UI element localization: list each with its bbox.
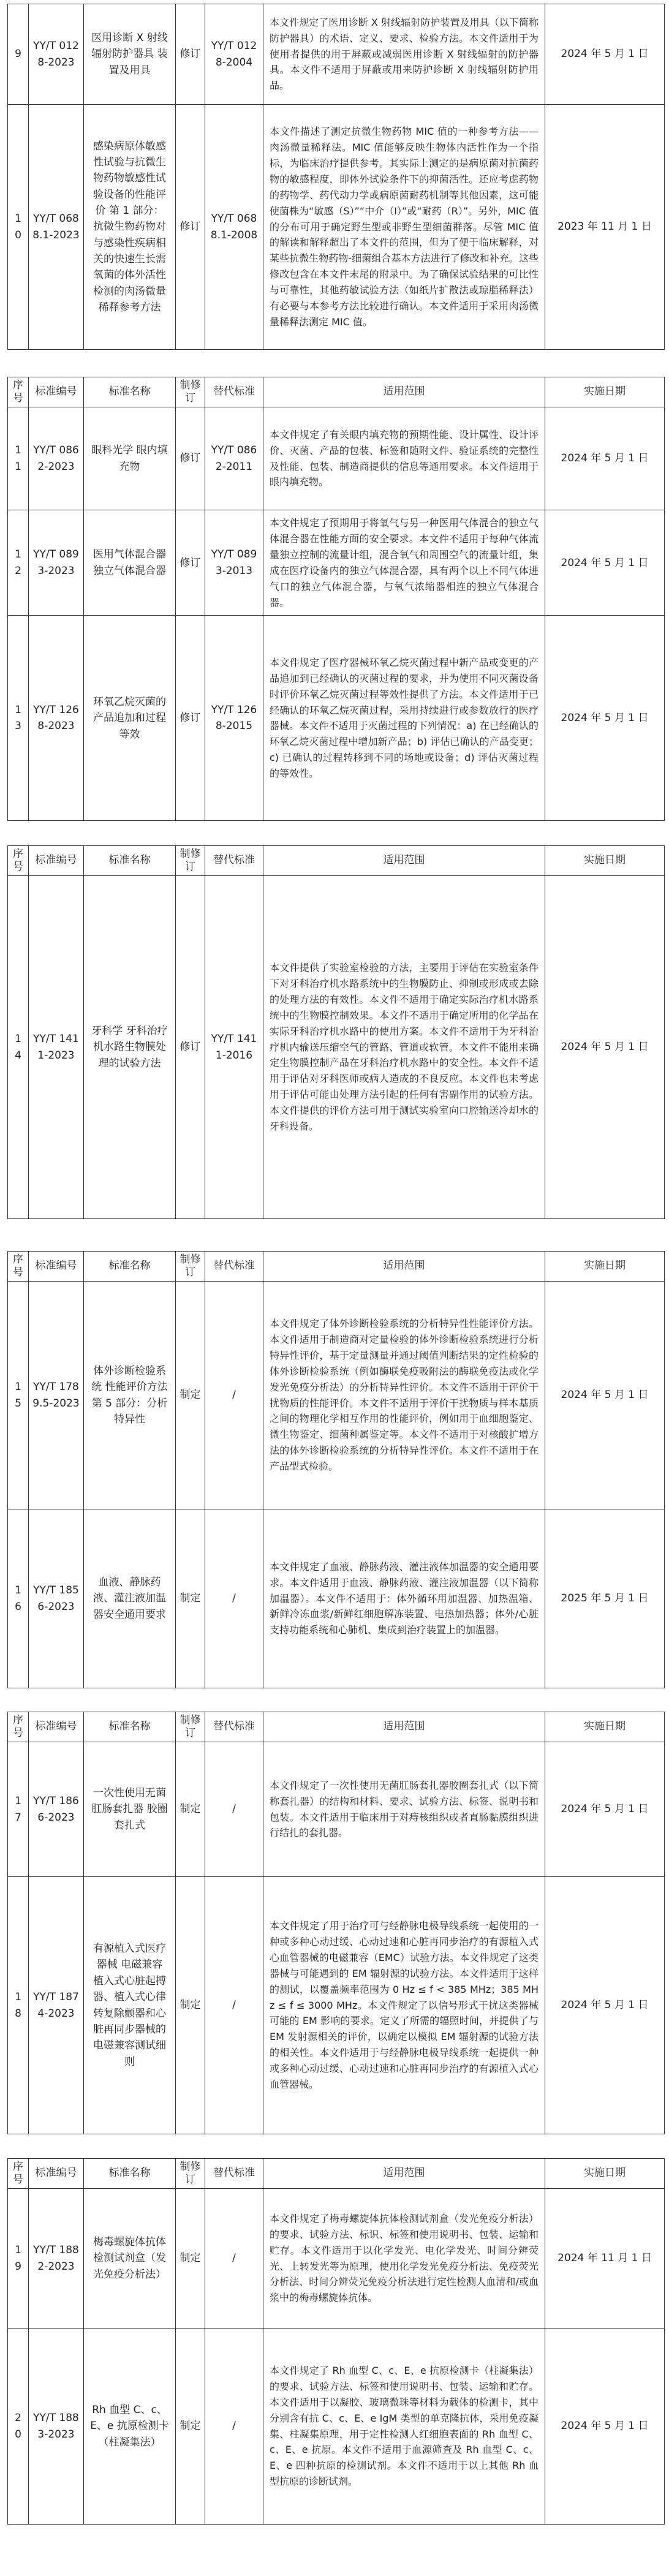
table-header-row <box>8 1712 665 1742</box>
replaced-standard: YY/T 0893-2013 <box>205 510 263 616</box>
row-number: 10 <box>8 105 29 350</box>
revision-type: 制定 <box>176 1282 205 1509</box>
header-no: 序号 <box>8 1252 29 1282</box>
table-row <box>8 4 665 105</box>
header-date: 实施日期 <box>545 846 665 876</box>
table-row <box>8 105 665 350</box>
replaced-standard: / <box>205 2329 263 2525</box>
row-number: 12 <box>8 510 29 616</box>
effective-date: 2024 年 5 月 1 日 <box>545 616 665 821</box>
scope-text: 本文件规定了血液、静脉药液、灌注液体加温器的安全通用要求。本文件适用于血液、静脉药液、灌注液加温器（以下简称加温器）。本文件不适用于：体外循环用加温器、加热温箱、新鲜冷冻血浆/新鲜红细胞解冻装置、电热加热器；体外/心脏支持功能系统和心肺机、集成到治疗装置上的加温器。 <box>263 1509 545 1688</box>
header-name: 标准名称 <box>84 2159 176 2189</box>
revision-type: 修订 <box>176 876 205 1219</box>
replaced-standard: / <box>205 1509 263 1688</box>
header-no: 序号 <box>8 2159 29 2189</box>
effective-date: 2024 年 5 月 1 日 <box>545 2329 665 2525</box>
header-replaced: 替代标准 <box>205 1252 263 1282</box>
row-number: 20 <box>8 2329 29 2525</box>
header-scope: 适用范围 <box>263 377 545 407</box>
scope-text: 本文件描述了测定抗微生物药物 MIC 值的一种参考方法——肉汤微量稀释法。MIC 值能够反映生物体内活性作为一个指标，为临床治疗提供参考。其实际上测定的是病原菌对抗菌药物的敏感程度，即体外试验条件下的抑菌活性。还应考虑药物的药物学、药代动力学或病原菌耐药机制等其他因素，这可能使菌株为“敏感（S）”“中介（I）”或“耐药（R）”。另外，MIC 值的分布可用于确定野生型或非野生型细菌群落。尽管 MIC 值的解读和解释超出了本文件的范围，但为了便于临床解释，对某些抗微生物药物-细菌组合基本方法进行了修改和补充。这些修改包含在本文件末尾的附录中。为了确保试验结果的可比性与可靠性，其他药敏试验方法（如纸片扩散法或琼脂稀释法）有必要与本参考方法比较进行确认。本文件适用于采用肉汤微量稀释法测定 MIC 值。 <box>263 105 545 350</box>
standard-name: 医用气体混合器 独立气体混合器 <box>84 510 176 616</box>
replaced-standard: / <box>205 1282 263 1509</box>
header-revision: 制修订 <box>176 1252 205 1282</box>
header-revision: 制修订 <box>176 377 205 407</box>
row-number: 17 <box>8 1742 29 1877</box>
scope-text: 本文件规定了 Rh 血型 C、c、E、e 抗原检测卡（柱凝集法）的要求、试验方法、标签和使用说明书、包装、运输和贮存。本文件适用于以凝胶、玻璃微珠等材料为载体的检测卡，其中分别含有抗 C、c、E、e IgM 类型的单克隆抗体，采用免疫凝集、柱凝集原理，用于定性检测人红细胞表面的 Rh 血型 C、c、E、e 抗原。本文件不适用于血源筛查及 Rh 血型 C、c、E、e 四种抗原的检测试剂。本文件不适用于以上其他 Rh 血型抗原的诊断试剂。 <box>263 2329 545 2525</box>
standard-name: 血液、静脉药液、灌注液加温器安全通用要求 <box>84 1509 176 1688</box>
scope-text: 本文件规定了有关眼内填充物的预期性能、设计属性、设计评价、灭菌、产品的包装、标签和随附文件、验证系统的完整性及性能、包装、制造商提供的信息等通用要求。本文件适用于眼内填充物。 <box>263 407 545 510</box>
row-number: 9 <box>8 4 29 105</box>
revision-type: 修订 <box>176 105 205 350</box>
standard-code: YY/T 1874-2023 <box>29 1877 84 2134</box>
effective-date: 2024 年 5 月 1 日 <box>545 407 665 510</box>
header-date: 实施日期 <box>545 2159 665 2189</box>
standard-code: YY/T 0862-2023 <box>29 407 84 510</box>
header-replaced: 替代标准 <box>205 2159 263 2189</box>
effective-date: 2024 年 5 月 1 日 <box>545 4 665 105</box>
header-name: 标准名称 <box>84 1712 176 1742</box>
header-scope: 适用范围 <box>263 846 545 876</box>
row-number: 13 <box>8 616 29 821</box>
effective-date: 2024 年 5 月 1 日 <box>545 1282 665 1509</box>
standard-name: Rh 血型 C、c、E、e 抗原检测卡（柱凝集法） <box>84 2329 176 2525</box>
row-number: 19 <box>8 2189 29 2329</box>
standard-name: 体外诊断检验系统 性能评价方法 第 5 部分：分析特异性 <box>84 1282 176 1509</box>
scope-text: 本文件提供了实验室检验的方法，主要用于评估在实验室条件下对牙科治疗机水路系统中的生物膜防止、抑制或形成或去除的处理方法的有效性。本文件不适用于确定实际治疗机水路系统中的生物膜控制效果。本文件不适用于确定所用的化学品在实际牙科治疗机水路中的使用方案。本文件不适用于为牙科治疗机内输送压缩空气的管路、管道或软管。本文件不能用来确定生物膜控制产品在牙科治疗机水路中的安全性。本文件不适用于评估对牙科医师或病人造成的不良反应。本文件也未考虑用于评估可能由处理方法引起的任何有害副作用的试验方法。本文件提供的评价方法可用于测试实验室向口腔输送冷却水的牙科设备。 <box>263 876 545 1219</box>
table-row <box>8 2329 665 2525</box>
standard-code: YY/T 0128-2023 <box>29 4 84 105</box>
revision-type: 制定 <box>176 1877 205 2134</box>
standard-name: 梅毒螺旋体抗体检测试剂盒（发光免疫分析法） <box>84 2189 176 2329</box>
table-row <box>8 1877 665 2134</box>
scope-text: 本文件规定了一次性使用无菌肛肠套扎器胶圈套扎式（以下简称套扎器）的结构和材料、要求、试验方法、标签、说明书和包装。本文件适用于临床用于对痔核组织或者直肠黏膜组织进行结扎的套扎器。 <box>263 1742 545 1877</box>
table-header-row <box>8 2159 665 2189</box>
standard-code: YY/T 1856-2023 <box>29 1509 84 1688</box>
replaced-standard: / <box>205 1877 263 2134</box>
standard-name: 牙科学 牙科治疗机水路生物膜处理的试验方法 <box>84 876 176 1219</box>
table-header-row <box>8 1252 665 1282</box>
header-no: 序号 <box>8 1712 29 1742</box>
standards-table-1 <box>7 4 665 350</box>
effective-date: 2024 年 5 月 1 日 <box>545 876 665 1219</box>
table-row <box>8 876 665 1219</box>
header-replaced: 替代标准 <box>205 846 263 876</box>
effective-date: 2024 年 5 月 1 日 <box>545 510 665 616</box>
standards-table-4 <box>7 1251 665 1688</box>
revision-type: 制定 <box>176 2189 205 2329</box>
header-no: 序号 <box>8 846 29 876</box>
header-scope: 适用范围 <box>263 1712 545 1742</box>
replaced-standard: YY/T 1411-2016 <box>205 876 263 1219</box>
revision-type: 修订 <box>176 407 205 510</box>
header-date: 实施日期 <box>545 1252 665 1282</box>
standards-table-3 <box>7 845 665 1219</box>
header-scope: 适用范围 <box>263 1252 545 1282</box>
table-row <box>8 510 665 616</box>
header-code: 标准编号 <box>29 377 84 407</box>
standard-name: 医用诊断 X 射线辐射防护器具 装置及用具 <box>84 4 176 105</box>
revision-type: 修订 <box>176 616 205 821</box>
header-no: 序号 <box>8 377 29 407</box>
table-row <box>8 1509 665 1688</box>
standard-name: 一次性使用无菌肛肠套扎器 胶圈套扎式 <box>84 1742 176 1877</box>
table-row <box>8 407 665 510</box>
row-number: 16 <box>8 1509 29 1688</box>
row-number: 18 <box>8 1877 29 2134</box>
header-name: 标准名称 <box>84 377 176 407</box>
header-scope: 适用范围 <box>263 2159 545 2189</box>
table-row <box>8 1742 665 1877</box>
standard-code: YY/T 1789.5-2023 <box>29 1282 84 1509</box>
scope-text: 本文件规定了预期用于将氧气与另一种医用气体混合的独立气体混合器在性能方面的安全要求。本文件不适用于每种气体流量独立控制的流量计组，混合氧气和周围空气的流量计组，集成在医疗设备内的独立气体混合器，具有两个以上不同气体进气口的独立气体混合器，与氧气浓缩器相连的独立气体混合器。 <box>263 510 545 616</box>
header-revision: 制修订 <box>176 846 205 876</box>
standard-code: YY/T 0688.1-2023 <box>29 105 84 350</box>
scope-text: 本文件规定了用于治疗可与经静脉电极导线系统一起使用的一种或多种心动过缓、心动过速和心脏再同步治疗的有源植入式心血管器械的电磁兼容（EMC）试验方法。本文件规定了这类器械与可能遇到的 EM 辐射源的试验方法。本文件适用于这样的测试，以覆盖频率范围为 0 Hz ≤ f < 385 MHz；385 MHz ≤ f ≤ 3000 MHz。本文件规定了以信号形式干扰这类器械可能的 EM 影响的要求。定义了所需的辐照时间，并提供了与 EM 发射源相关的评价，以确定以模拟 EM 辐射源的试验方法的相关性。本文件适用于与经静脉电极导线系统一起提供一种或多种心动过缓、心动过速和心脏再同步治疗的有源植入式心血管器械。 <box>263 1877 545 2134</box>
scope-text: 本文件规定了梅毒螺旋体抗体检测试剂盒（发光免疫分析法）的要求、试验方法、标识、标签和使用说明书、包装、运输和贮存。本文件适用于以化学发光、电化学发光、时间分辨荧光、上转发光等为原理，使用化学发光免疫分析法、免疫荧光分析法、时间分辨荧光免疫分析法进行定性检测人血清和/或血浆中的梅毒螺旋体抗体。 <box>263 2189 545 2329</box>
row-number: 15 <box>8 1282 29 1509</box>
revision-type: 制定 <box>176 1742 205 1877</box>
effective-date: 2023 年 11 月 1 日 <box>545 105 665 350</box>
row-number: 11 <box>8 407 29 510</box>
replaced-standard: / <box>205 1742 263 1877</box>
revision-type: 修订 <box>176 510 205 616</box>
standard-name: 感染病原体敏感性试验与抗微生物药物敏感性试验设备的性能评价 第 1 部分：抗微生物药物对与感染性疾病相关的快速生长需氧菌的体外活性检测的肉汤微量稀释参考方法 <box>84 105 176 350</box>
standard-code: YY/T 1268-2023 <box>29 616 84 821</box>
revision-type: 修订 <box>176 4 205 105</box>
revision-type: 制定 <box>176 2329 205 2525</box>
replaced-standard: YY/T 0128-2004 <box>205 4 263 105</box>
standards-table-6 <box>7 2158 665 2525</box>
header-code: 标准编号 <box>29 1712 84 1742</box>
row-number: 14 <box>8 876 29 1219</box>
scope-text: 本文件规定了医用诊断 X 射线辐射防护装置及用具（以下简称防护器具）的术语、定义、要求、检验方法。本文件适用于为使用者提供的用于屏蔽或减弱医用诊断 X 射线辐射的防护器具。本文件不适用于屏蔽或用来防护诊断 X 射线辐射防护用品。 <box>263 4 545 105</box>
header-replaced: 替代标准 <box>205 377 263 407</box>
header-revision: 制修订 <box>176 1712 205 1742</box>
header-name: 标准名称 <box>84 1252 176 1282</box>
scope-text: 本文件规定了体外诊断检验系统的分析特异性性能评价方法。本文件适用于制造商对定量检验的体外诊断检验系统进行分析特异性评价，基于定量测量并通过阈值判断结果的定性检验的体外诊断检验系统（例如酶联免疫吸附法的酶联免疫法或化学发光免疫分析法）的分析特异性评价。本文件不适用于评价干扰物质的性能评价。本文件不适用于评价干扰物质与样本基质之间的物理化学相互作用的性能评价，例如用于血细胞鉴定、微生物鉴定、细菌种属鉴定等。本文件不适用于对核酸扩增方法的体外诊断检验系统的分析特异性评价。本文件不适用于在产品型式检验。 <box>263 1282 545 1509</box>
revision-type: 制定 <box>176 1509 205 1688</box>
standards-table-2 <box>7 377 665 821</box>
replaced-standard: / <box>205 2189 263 2329</box>
header-revision: 制修订 <box>176 2159 205 2189</box>
effective-date: 2024 年 5 月 1 日 <box>545 1742 665 1877</box>
standard-code: YY/T 0893-2023 <box>29 510 84 616</box>
standard-name: 眼科光学 眼内填充物 <box>84 407 176 510</box>
replaced-standard: YY/T 0688.1-2008 <box>205 105 263 350</box>
table-row <box>8 2189 665 2329</box>
standard-code: YY/T 1883-2023 <box>29 2329 84 2525</box>
standards-table-5 <box>7 1712 665 2134</box>
standard-code: YY/T 1411-2023 <box>29 876 84 1219</box>
table-row <box>8 616 665 821</box>
standard-code: YY/T 1882-2023 <box>29 2189 84 2329</box>
header-date: 实施日期 <box>545 1712 665 1742</box>
scope-text: 本文件规定了医疗器械环氧乙烷灭菌过程中新产品或变更的产品追加到已经确认的灭菌过程的要求，并为使用不同灭菌设备时评价环氧乙烷灭菌过程等效性提供了方法。本文件适用于已经确认的环氧乙烷灭菌过程，采用持续进行或参数放行的医疗器械。本文件不适用于灭菌过程的下列情况：a) 在已经确认的环氧乙烷灭菌过程中增加新产品；b) 评估已确认的产品变更；c) 已确认的过程转移到不同的场地或设备；d) 评估灭菌过程的等效性。 <box>263 616 545 821</box>
table-header-row <box>8 846 665 876</box>
header-date: 实施日期 <box>545 377 665 407</box>
table-row <box>8 1282 665 1509</box>
effective-date: 2025 年 5 月 1 日 <box>545 1509 665 1688</box>
header-replaced: 替代标准 <box>205 1712 263 1742</box>
standard-name: 环氧乙烷灭菌的产品追加和过程等效 <box>84 616 176 821</box>
header-name: 标准名称 <box>84 846 176 876</box>
header-code: 标准编号 <box>29 2159 84 2189</box>
effective-date: 2024 年 11 月 1 日 <box>545 2189 665 2329</box>
effective-date: 2024 年 5 月 1 日 <box>545 1877 665 2134</box>
table-header-row <box>8 377 665 407</box>
replaced-standard: YY/T 1268-2015 <box>205 616 263 821</box>
header-code: 标准编号 <box>29 1252 84 1282</box>
standard-name: 有源植入式医疗器械 电磁兼容 植入式心脏起搏器、植入式心律转复除颤器和心脏再同步器械的电磁兼容测试细则 <box>84 1877 176 2134</box>
replaced-standard: YY/T 0862-2011 <box>205 407 263 510</box>
header-code: 标准编号 <box>29 846 84 876</box>
standard-code: YY/T 1866-2023 <box>29 1742 84 1877</box>
